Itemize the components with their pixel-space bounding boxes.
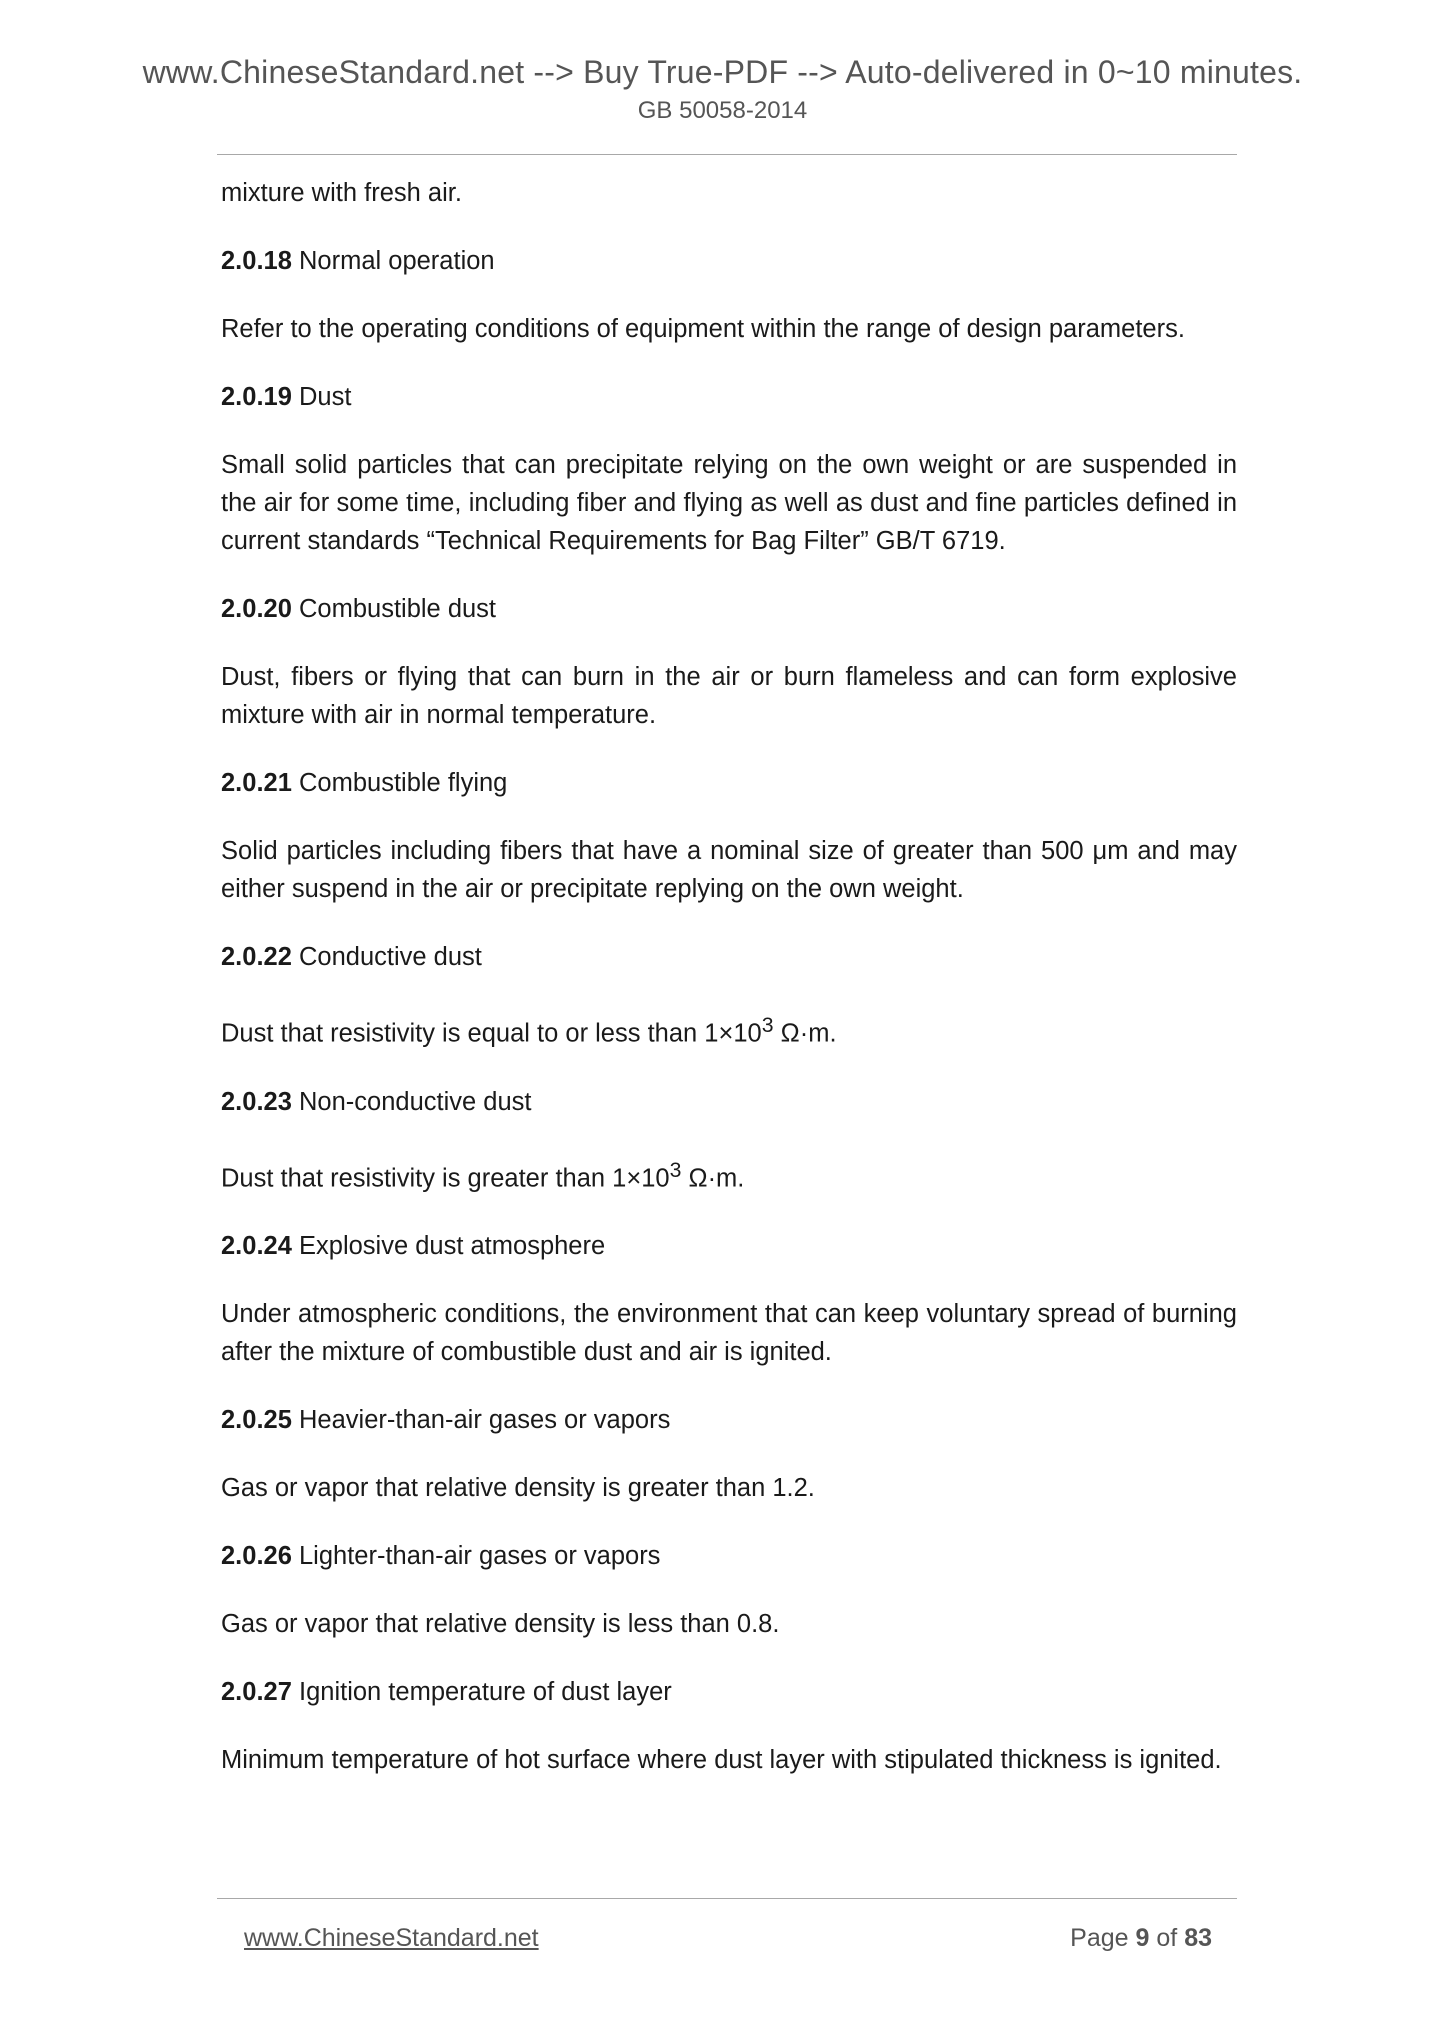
clause-heading — [221, 1401, 1237, 1439]
clause-number: 2.0.27 — [221, 1678, 292, 1706]
page-header — [0, 52, 1445, 128]
clause-definition: Small solid particles that can precipitate relying on the own weight or are suspended in the air for some time, including fiber and flying as well as dust and fine particles defined in current standards “Technical Requirements for Bag Filter” GB/T 6719. — [221, 451, 1237, 555]
page-of-label: of — [1156, 1924, 1178, 1952]
clause-heading — [221, 1083, 1237, 1121]
clause-heading — [221, 764, 1237, 802]
exponent: 3 — [761, 1013, 774, 1037]
clause-heading — [221, 1537, 1237, 1575]
page-footer — [244, 1918, 1212, 1958]
document-body — [221, 174, 1237, 1809]
header-divider — [217, 154, 1237, 155]
clause-title: Heavier-than-air gases or vapors — [299, 1406, 671, 1434]
clause-number: 2.0.23 — [221, 1087, 292, 1116]
clause-title: Combustible dust — [299, 595, 497, 623]
clause-heading — [221, 1227, 1237, 1265]
clause-title: Normal operation — [299, 247, 495, 275]
clause-definition: Solid particles including fibers that have a nominal size of greater than 500 μm and may either suspend in the air or precipitate replying on the own weight. — [221, 837, 1237, 903]
definition-unit: Ω·m. — [773, 1019, 837, 1048]
clause-heading — [221, 938, 1237, 976]
clause-number: 2.0.24 — [221, 1232, 292, 1260]
clause-title: Explosive dust atmosphere — [299, 1232, 606, 1260]
clause-definition: Dust, fibers or flying that can burn in the air or burn flameless and can form explosive mixture with air in normal temperature. — [221, 663, 1237, 729]
clause-heading — [221, 242, 1237, 280]
clause-number: 2.0.26 — [221, 1542, 292, 1570]
clause-title: Ignition temperature of dust layer — [299, 1678, 672, 1706]
header-banner: www.ChineseStandard.net --> Buy True-PDF --> Auto-delivered in 0~10 minutes. — [142, 54, 1303, 90]
clause-heading — [221, 378, 1237, 416]
clause-number: 2.0.18 — [221, 247, 292, 275]
clause-definition: Refer to the operating conditions of equipment within the range of design parameters. — [221, 315, 1185, 343]
clause-title: Dust — [299, 383, 352, 411]
clause-heading — [221, 590, 1237, 628]
exponent: 3 — [669, 1157, 682, 1182]
clause-definition: Under atmospheric conditions, the environment that can keep voluntary spread of burning after the mixture of combustible dust and air is ignited. — [221, 1300, 1237, 1366]
clause-number: 2.0.19 — [221, 383, 292, 411]
clause-number: 2.0.21 — [221, 769, 292, 797]
page-label: Page — [1070, 1924, 1129, 1952]
current-page-number: 9 — [1135, 1924, 1150, 1952]
clause-definition: Gas or vapor that relative density is greater than 1.2. — [221, 1474, 815, 1502]
clause-title: Conductive dust — [299, 943, 482, 971]
clause-title: Lighter-than-air gases or vapors — [299, 1542, 661, 1570]
footer-website-link[interactable]: www.ChineseStandard.net — [244, 1924, 539, 1952]
clause-definition — [221, 1151, 1237, 1198]
definition-unit: Ω·m. — [681, 1164, 745, 1192]
clause-definition: Minimum temperature of hot surface where dust layer with stipulated thickness is ignited. — [221, 1746, 1222, 1774]
total-pages: 83 — [1184, 1924, 1212, 1952]
page-counter — [1070, 1918, 1212, 1958]
standard-number: GB 50058-2014 — [637, 97, 808, 124]
clause-number: 2.0.22 — [221, 943, 292, 971]
continued-paragraph: mixture with fresh air. — [221, 179, 462, 207]
footer-divider — [217, 1898, 1237, 1899]
clause-definition — [221, 1006, 1237, 1053]
clause-number: 2.0.25 — [221, 1406, 292, 1434]
definition-text: Dust that resistivity is greater than 1×10 — [221, 1164, 670, 1192]
clause-definition: Gas or vapor that relative density is less than 0.8. — [221, 1610, 780, 1638]
clause-title: Combustible flying — [299, 769, 508, 797]
clause-heading — [221, 1673, 1237, 1711]
definition-text: Dust that resistivity is equal to or less than 1×10 — [221, 1019, 762, 1048]
clause-title: Non-conductive dust — [299, 1087, 532, 1116]
clause-number: 2.0.20 — [221, 595, 292, 623]
